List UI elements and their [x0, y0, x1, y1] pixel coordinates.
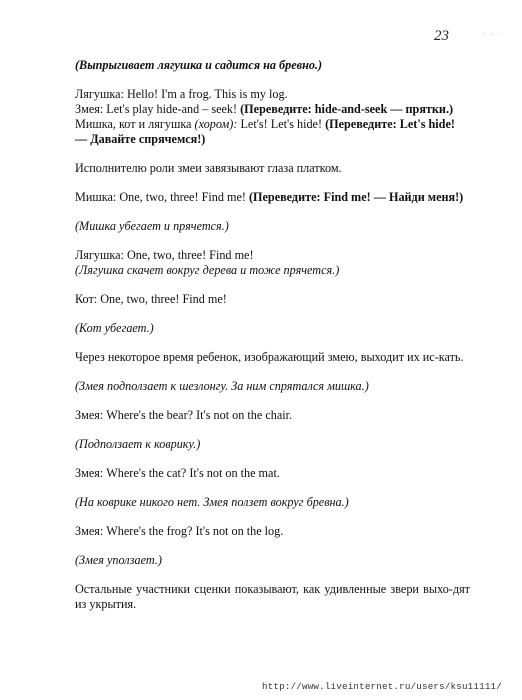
- speaker: Змея:: [75, 102, 104, 116]
- speaker: Лягушка:: [75, 87, 124, 101]
- instruction-text: Исполнителю роли змеи завязывают глаза платком.: [75, 161, 342, 175]
- stage-direction: (На коврике никого нет. Змея ползет вокруг бревна.): [75, 495, 349, 509]
- dialogue-line: [75, 102, 470, 117]
- dialogue-line: [75, 524, 470, 539]
- stage-direction: (Змея подползает к шезлонгу. За ним спрятался мишка.): [75, 379, 369, 393]
- stage-direction: (хором):: [194, 117, 238, 131]
- dialogue-line: [75, 190, 470, 205]
- stage-direction: (Мишка убегает и прячется.): [75, 219, 229, 233]
- speech: Let's! Let's hide!: [237, 117, 326, 131]
- stage-direction: (Подползает к коврику.): [75, 437, 201, 451]
- translation-note: (Переведите: Find me! — Найди меня!): [248, 190, 464, 204]
- dialogue-line: [75, 248, 470, 263]
- speech: Where's the frog? It's not on the log.: [103, 524, 284, 538]
- stage-direction: (Выпрыгивает лягушка и садится на бревно.): [75, 58, 323, 72]
- speaker: Змея:: [75, 524, 104, 538]
- dialogue-line: [75, 466, 470, 481]
- speech: One, two, three! Find me!: [123, 248, 254, 262]
- page-body: [75, 58, 470, 612]
- speech: Let's play hide-and – seek!: [103, 102, 241, 116]
- speaker: Змея:: [75, 466, 104, 480]
- speech: One, two, three! Find me!: [116, 190, 249, 204]
- speaker: Мишка, кот и лягушка: [75, 117, 195, 131]
- speech: One, two, three! Find me!: [97, 292, 227, 306]
- instruction-text: Остальные участники сценки показывают, как удивленные звери выхо-дят из укрытия.: [75, 582, 470, 611]
- dialogue-line: [75, 87, 470, 102]
- stage-direction: (Змея уползает.): [75, 553, 162, 567]
- speech: Where's the cat? It's not on the mat.: [103, 466, 280, 480]
- stage-direction: (Кот убегает.): [75, 321, 154, 335]
- speaker: Змея:: [75, 408, 104, 422]
- translation-note: (Переведите: Let's hide! — Давайте спрячемся!): [75, 117, 455, 146]
- corner-mark: · · ·: [482, 30, 502, 40]
- stage-direction: (Лягушка скачет вокруг дерева и тоже прячется.): [75, 263, 340, 277]
- speaker: Кот:: [75, 292, 98, 306]
- speaker: Мишка:: [75, 190, 117, 204]
- dialogue-line: [75, 117, 470, 147]
- dialogue-line: [75, 408, 470, 423]
- dialogue-line: [75, 292, 470, 307]
- speech: Where's the bear? It's not on the chair.: [103, 408, 293, 422]
- translation-note: (Переведите: hide-and-seek — прятки.): [240, 102, 454, 116]
- speech: Hello! I'm a frog. This is my log.: [123, 87, 288, 101]
- page-number: 23: [434, 28, 449, 44]
- speaker: Лягушка:: [75, 248, 124, 262]
- instruction-text: Через некоторое время ребенок, изображающий змею, выходит их ис-кать.: [75, 350, 464, 364]
- footer-url: http://www.liveinternet.ru/users/ksu11111/: [262, 681, 502, 692]
